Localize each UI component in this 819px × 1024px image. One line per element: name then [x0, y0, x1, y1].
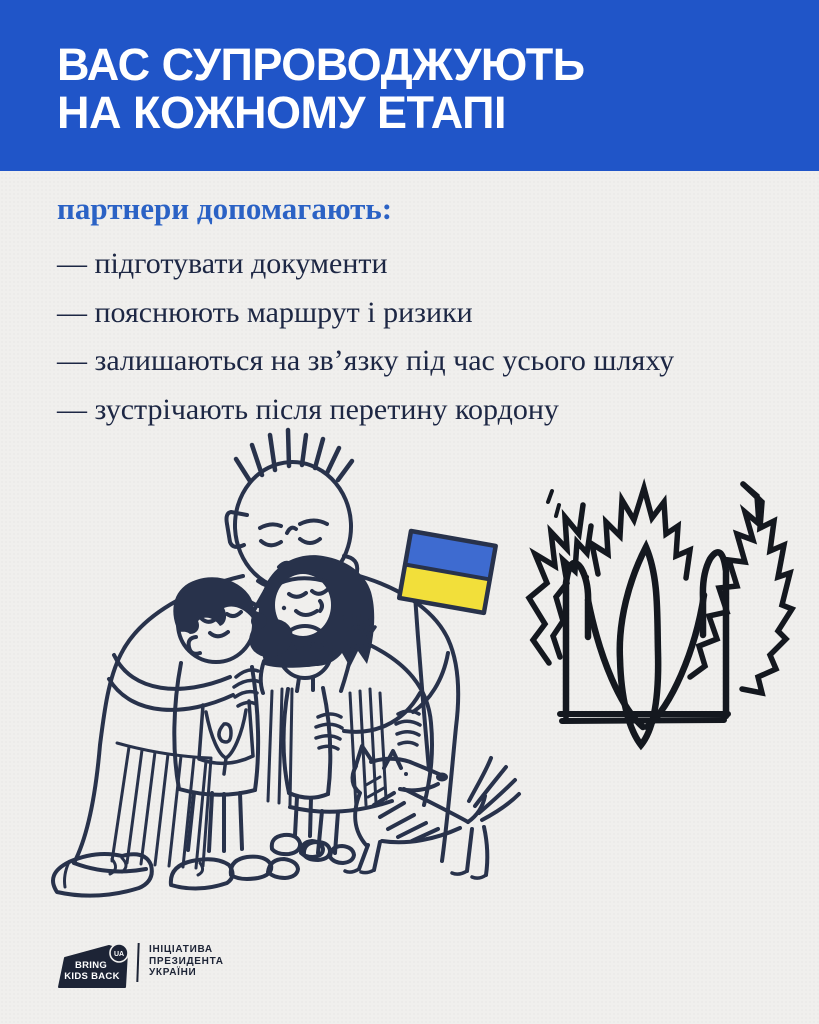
title-line-1: ВАС СУПРОВОДЖУЮТЬ	[57, 39, 585, 90]
dog-nose	[436, 773, 448, 782]
ua-label: UA	[113, 950, 125, 958]
spiky-hair	[236, 430, 352, 481]
list-item: — підготувати документи	[57, 247, 388, 280]
bushy-tail	[469, 758, 519, 820]
burning-trident-sketch	[529, 484, 792, 745]
family-illustration	[0, 425, 819, 925]
list-item: — пояснюють маршрут і ризики	[57, 295, 473, 329]
badge-line-1: BRING	[74, 960, 108, 971]
title-line-2: НА КОЖНОМУ ЕТАПІ	[57, 87, 506, 138]
initiative-line-1: ІНІЦІАТИВА	[149, 944, 213, 955]
curly-hair	[173, 577, 253, 634]
closed-eyes	[261, 539, 320, 545]
list-intro: партнери допомагають:	[57, 191, 393, 226]
poster-title	[0, 0, 819, 137]
initiative-line-3: УКРАЇНИ	[149, 967, 197, 978]
initiative-line-2: ПРЕЗИДЕНТА	[149, 955, 224, 967]
header-banner	[0, 0, 819, 171]
list-item: — залишаються на зв’язку під час усього шляху	[57, 344, 675, 377]
left-shoe	[53, 854, 152, 896]
list-item: — зустрічають після перетину кордону	[57, 392, 559, 426]
body-copy	[57, 191, 777, 434]
initiative-caption	[149, 944, 224, 979]
footer-divider	[136, 943, 139, 982]
bring-kids-back-logo	[56, 942, 134, 990]
badge-line-2: KIDS BACK	[64, 971, 120, 982]
